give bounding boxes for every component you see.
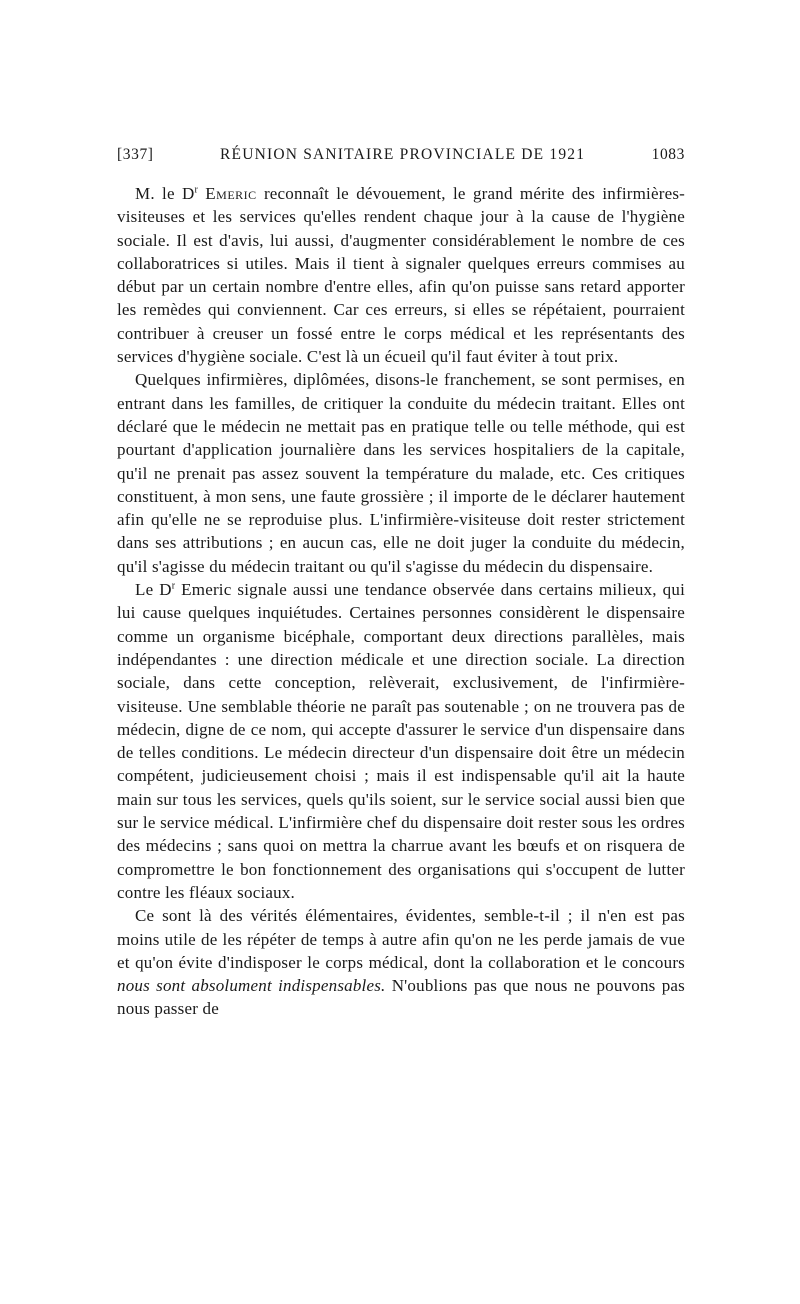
paragraph-4 <box>117 904 685 1020</box>
paragraph-4-emphasis: nous sont absolument indispensables. <box>117 976 386 996</box>
paragraph-1-lead: M. le D <box>135 184 195 203</box>
paragraph-3-body: Emeric signale aussi une tendance observée dans certains milieux, qui lui cause quelques inquiétudes. Certaines personnes considèrent le dispensaire comme un organisme bicéphale, comportant deux directions parallèles, mais indépendantes : une direction médicale et une direction sociale. La direction sociale, dans cette conception, relèverait, exclusivement, de l'infirmière-visiteuse. Une semblable théorie ne paraît pas soutenable ; on ne trouvera pas de médecin, digne de ce nom, qui accepte d'assurer le service d'un dispensaire dans de telles conditions. Le médecin directeur d'un dispensaire doit être un médecin compétent, judicieusement choisi ; mais il est indispensable qu'il ait la haute main sur tous les services, quels qu'ils soient, sur le service social aussi bien que sur le service médical. L'infirmière chef du dispensaire doit rester sous les ordres des médecins ; sans quoi on mettra la charrue avant les bœufs et on risquera de compromettre le bon fonctionnement des organisations qui s'occupent de lutter contre les fléaux sociaux. <box>117 580 685 902</box>
speaker-name: Emeric <box>205 184 257 203</box>
doctor-abbrev-sup-2: r <box>171 580 176 592</box>
page-number: 1083 <box>651 146 685 163</box>
paragraph-2: Quelques infirmières, diplômées, disons-le franchement, se sont permises, en entrant dans les familles, de critiquer la conduite du médecin traitant. Elles ont déclaré que le médecin ne mettait pas en pratique telle ou telle méthode, qui est pourtant d'application journalière dans les services hospitaliers de la capitale, qu'il ne prenait pas assez souvent la température du malade, etc. Ces critiques constituent, à mon sens, une faute grossière ; il importe de le déclarer hautement afin qu'elle ne se reproduise plus. L'infirmière-visiteuse doit rester strictement dans ses attributions ; en aucun cas, elle ne doit juger la conduite du médecin, qu'il s'agisse du médecin traitant ou qu'il s'agisse du médecin du dispensaire. <box>117 370 685 576</box>
doctor-abbrev-sup: r <box>194 184 198 196</box>
paragraph-4-body: Ce sont là des vérités élémentaires, évidentes, semble-t-il ; il n'en est pas moins utile de les répéter de temps à autre afin qu'on ne les perde jamais de vue et qu'on évite d'indisposer le corps médical, dont la collaboration et le concours <box>117 906 685 972</box>
running-title: RÉUNION SANITAIRE PROVINCIALE DE 1921 <box>219 146 586 163</box>
body-text <box>117 182 685 1021</box>
paragraph-4-tail: N'oublions pas que nous ne pouvons pas nous passer de <box>117 976 685 1019</box>
page-reference: [337] <box>117 146 154 163</box>
paragraph-3-lead: Le D <box>135 580 172 600</box>
paragraph-1 <box>117 182 685 368</box>
paragraph-3 <box>117 578 685 904</box>
document-page <box>117 146 685 1021</box>
running-header <box>117 146 685 164</box>
paragraph-1-body: reconnaît le dévouement, le grand mérite des infirmières-visiteuses et les services qu'elles rendent chaque jour à la cause de l'hygiène sociale. Il est d'avis, lui aussi, d'augmenter considérablement le nombre de ces collaboratrices si utiles. Mais il tient à signaler quelques erreurs commises au début par un certain nombre d'entre elles, afin qu'on puisse sans retard apporter les remèdes qui conviennent. Car ces erreurs, si elles se répétaient, pourraient contribuer à creuser un fossé entre le corps médical et les représentants des services d'hygiène sociale. C'est là un écueil qu'il faut éviter à tout prix. <box>117 184 686 367</box>
